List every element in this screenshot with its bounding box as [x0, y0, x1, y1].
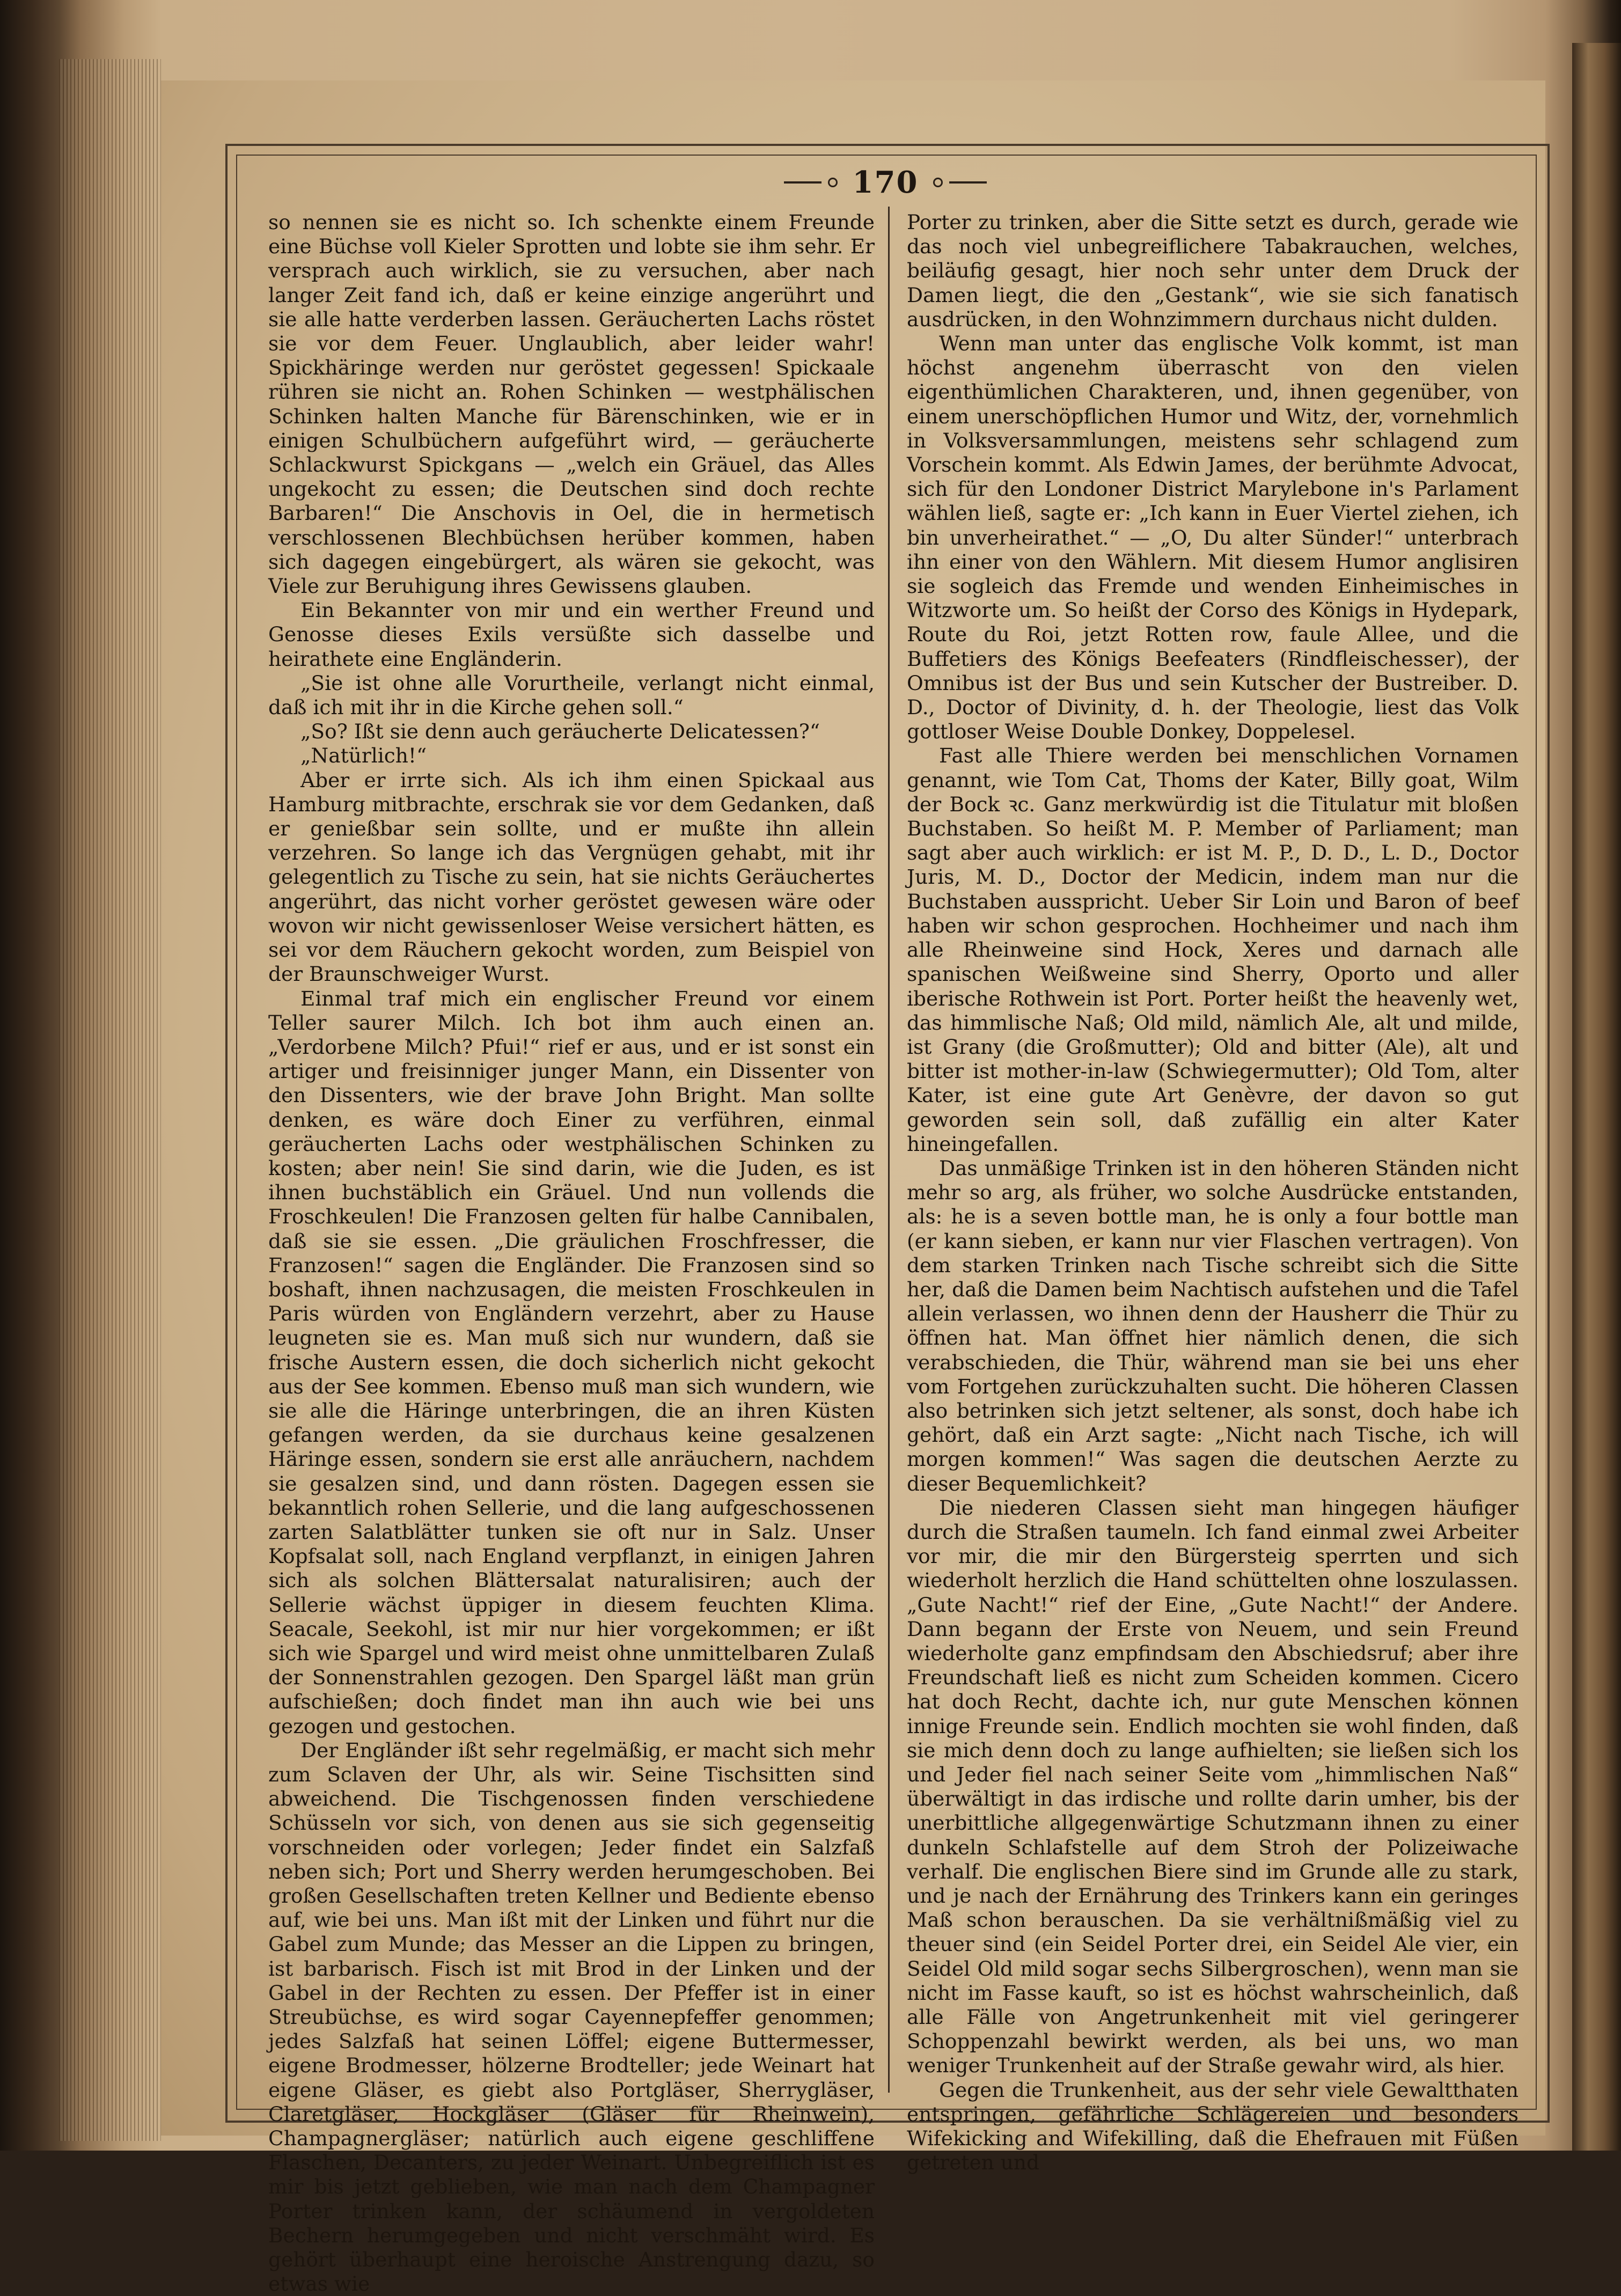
page-header [236, 161, 1535, 204]
paragraph: Wenn man unter das englische Volk kommt, ist man höchst angenehm überrascht von den vielen eigenthümlichen Charakteren, und, ihnen gegenüber, von einem unerschöpflichen Humor und Witz, der, vornehmlich in Volksversammlungen, meistens sehr schlagend zum Vorschein kommt. Als Edwin James, der berühmte Advocat, sich für den Londoner District Marylebone in's Parlament wählen ließ, sagte er: „Ich kann in Euer Viertel ziehen, ich bin unverheirathet.“ — „O, Du alter Sünder!“ unterbrach ihn einer von den Wählern. Mit diesem Humor anglisiren sie sogleich das Fremde und wenden Einheimisches in Witzworte um. So heißt der Corso des Königs in Hydepark, Route du Roi, jetzt Rotten row, faule Allee, und die Buffetiers des Königs Beefeaters (Rindfleischesser), der Omnibus ist der Bus und sein Kutscher der Bustreiber. D. D., Doctor of Divinity, d. h. der Theologie, liest das Volk gottloser Weise Double Donkey, Doppelesel. [907, 332, 1519, 744]
paragraph: Einmal traf mich ein englischer Freund vor einem Teller saurer Milch. Ich bot ihm auch einen an. „Verdorbene Milch? Pfui!“ rief er aus, und er ist sonst ein artiger und freisinniger junger Mann, ein Dissenter von den Dissenters, wie der brave John Bright. Man sollte denken, es wäre doch Einer zu verführen, einmal geräucherten Lachs oder westphälischen Schinken zu kosten; aber nein! Sie sind darin, wie die Juden, es ist ihnen buchstäblich ein Gräuel. Und nun vollends die Froschkeulen! Die Franzosen gelten für halbe Cannibalen, daß sie sie essen. „Die gräulichen Froschfresser, die Franzosen!“ sagen die Engländer. Die Franzosen sind so boshaft, ihnen nachzusagen, die meisten Froschkeulen in Paris würden von Engländern verzehrt, aber zu Hause leugneten sie es. Man muß sich nur wundern, daß sie frische Austern essen, die doch sicherlich nicht gekocht aus der See kommen. Ebenso muß man sich wundern, wie sie alle die Häringe unterbringen, die an ihren Küsten gefangen werden, da sie durchaus keine gesalzenen Häringe essen, sondern sie erst alle anräuchern, nachdem sie gesalzen sind, und dann rösten. Dagegen essen sie bekanntlich rohen Sellerie, und die lang aufgeschossenen zarten Salatblätter tunken sie oft nur in Salz. Unser Kopfsalat soll, nach England verpflanzt, in einigen Jahren sich als solchen Blättersalat naturalisiren; auch der Sellerie wächst üppiger in diesem feuchten Klima. Seacale, Seekohl, ist mir nur hier vorgekommen; er ißt sich wie Spargel und wird meist ohne unmittelbaren Zulaß der Sonnenstrahlen gezogen. Den Spargel läßt man grün aufschießen; doch findet man ihn auch wie bei uns gezogen und gestochen. [268, 986, 875, 1738]
paragraph: Der Engländer ißt sehr regelmäßig, er macht sich mehr zum Sclaven der Uhr, als wir. Seine Tischsitten sind abweichend. Die Tischgenossen finden verschiedene Schüsseln vor sich, von denen aus sie sich gegenseitig vorschneiden oder vorlegen; Jeder findet ein Salzfaß neben sich; Port und Sherry werden herumgeschoben. Bei großen Gesellschaften treten Kellner und Bediente ebenso auf, wie bei uns. Man ißt mit der Linken und führt nur die Gabel zum Munde; das Messer an die Lippen zu bringen, ist barbarisch. Fisch ist mit Brod in der Linken und der Gabel in der Rechten zu essen. Der Pfeffer ist in einer Streubüchse, es wird sogar Cayennepfeffer genommen; jedes Salzfaß hat seinen Löffel; eigene Buttermesser, eigene Brodmesser, hölzerne Brodteller; jede Weinart hat eigene Gläser, es giebt also Portgläser, Sherrygläser, Claretgläser, Hockgläser (Gläser für Rheinwein), Champagnergläser; natürlich auch eigene geschliffene Flaschen, Decanters, zu jeder Weinart. Unbegreiflich ist es mir bis jetzt geblieben, wie man nach dem Champagner Porter trinken kann, der schäumend in vergoldeten Bechern herumgegeben und nicht verschmäht wird. Es gehört überhaupt eine heroische Anstrengung dazu, so etwas wie [268, 1738, 875, 2296]
paragraph: Gegen die Trunkenheit, aus der sehr viele Gewaltthaten entspringen, gefährliche Schlägereien und besonders Wifekicking and Wifekilling, daß die Ehefrauen mit Füßen getreten und [907, 2078, 1519, 2175]
paragraph: „So? Ißt sie denn auch geräucherte Delicatessen?“ [300, 720, 820, 744]
paragraph: Das unmäßige Trinken ist in den höheren Ständen nicht mehr so arg, als früher, wo solche Ausdrücke entstanden, als: he is a seven bottle man, he is only a four bottle man (er kann sieben, er kann nur vier Flaschen vertragen). Von dem starken Trinken nach Tische schreibt sich die Sitte her, daß die Damen beim Nachtisch aufstehen und die Tafel allein verlassen, wo ihnen denn der Hausherr die Thür zu öffnen hat. Man öffnet hier nämlich denen, die sich verabschieden, die Thür, während man sie bei uns eher vom Fortgehen zurückzuhalten sucht. Die höheren Classen also betrinken sich jetzt seltener, als sonst, doch habe ich gehört, daß ein Arzt sagte: „Nicht nach Tische, ich will morgen kommen!“ Was sagen die deutschen Aerzte zu dieser Bequemlichkeit? [907, 1156, 1519, 1495]
header-ornament-right [933, 178, 943, 187]
paragraph: Porter zu trinken, aber die Sitte setzt es durch, gerade wie das noch viel unbegreiflichere Tabakrauchen, welches, beiläufig gesagt, hier noch sehr unter dem Druck der Damen liegt, die den „Gestank“, wie sie sich fanatisch ausdrücken, in den Wohnzimmern durchaus nicht dulden. [907, 210, 1519, 331]
paragraph: Ein Bekannter von mir und ein werther Freund und Genosse dieses Exils versüßte sich dasselbe und heirathete eine Engländerin. [268, 598, 875, 671]
paragraph: „Natürlich!“ [300, 744, 427, 768]
paragraph: Fast alle Thiere werden bei menschlichen Vornamen genannt, wie Tom Cat, Thoms der Kater, Billy goat, Wilm der Bock ꝛc. Ganz merkwürdig ist die Titulatur mit bloßen Buchstaben. So heißt M. P. Member of Parliament; man sagt aber auch wirklich: er ist M. P., D. D., L. D., Doctor Juris, M. D., Doctor der Medicin, indem man nur die Buchstaben ausspricht. Ueber Sir Loin und Baron of beef haben wir schon gesprochen. Hochheimer und nach ihm alle Rheinweine sind Hock, Xeres und darnach alle spanischen Weißweine sind Sherry, Oporto und aller iberische Rothwein ist Port. Porter heißt the heavenly wet, das himmlische Naß; Old mild, nämlich Ale, alt und milde, ist Grany (die Großmutter); Old and bitter (Ale), alt und bitter ist mother-in-law (Schwiegermutter); Old Tom, alter Kater, ist eine gute Art Genèvre, der davon so gut geworden sein soll, daß zufällig ein alter Kater hineingefallen. [907, 744, 1519, 1156]
page-number: 170 [852, 165, 919, 200]
paragraph: „Sie ist ohne alle Vorurtheile, verlangt nicht einmal, daß ich mit ihr in die Kirche gehen soll.“ [268, 671, 875, 720]
header-rule-right [949, 181, 987, 184]
left-column [268, 210, 875, 2296]
paragraph: Die niederen Classen sieht man hingegen häufiger durch die Straßen taumeln. Ich fand einmal zwei Arbeiter vor mir, die mir den Bürgersteig sperrten und sich wiederholt herzlich die Hand schüttelten ohne loszulassen. „Gute Nacht!“ rief der Eine, „Gute Nacht!“ der Andere. Dann begann der Erste von Neuem, und sein Freund wiederholte ganz empfindsam den Abschiedsruf; aber ihre Freundschaft ließ es nicht zum Scheiden kommen. Cicero hat doch Recht, dachte ich, nur gute Menschen können innige Freunde sein. Endlich mochten sie wohl finden, daß sie mich denn doch zu lange aufhielten; sie ließen sich los und Jeder fiel nach seiner Seite vom „himmlischen Naß“ überwältigt in das irdische und rollte darin umher, bis der unerbittliche allgegenwärtige Schutzmann ihnen zu einer dunkeln Schlafstelle auf dem Stroh der Polizeiwache verhalf. Die englischen Biere sind im Grunde alle zu stark, und je nach der Ernährung des Trinkers kann ein geringes Maß schon berauschen. Da sie verhältnißmäßig viel zu theuer sind (ein Seidel Porter drei, ein Seidel Ale vier, ein Seidel Old mild sogar sechs Silbergroschen), wenn man sie nicht im Fasse kauft, so ist es höchst wahrscheinlich, daß alle Fälle von Angetrunkenheit mit viel geringerer Schoppenzahl bewirkt werden, als bei uns, wo man weniger Trunkenheit auf der Straße gewahr wird, als hier. [907, 1495, 1519, 2078]
paragraph: so nennen sie es nicht so. Ich schenkte einem Freunde eine Büchse voll Kieler Sprotten und lobte sie ihm sehr. Er versprach auch wirklich, sie zu versuchen, aber nach langer Zeit fand ich, daß er keine einzige angerührt und sie alle hatte verderben lassen. Geräucherten Lachs röstet sie vor dem Feuer. Unglaublich, aber leider wahr! Spickhäringe werden nur geröstet gegessen! Spickaale rühren sie nicht an. Rohen Schinken — westphälischen Schinken halten Manche für Bärenschinken, wie er in einigen Schulbüchern aufgeführt wird, — geräucherte Schlackwurst Spickgans — „welch ein Gräuel, das Alles ungekocht zu essen; die Deutschen sind doch rechte Barbaren!“ Die Anschovis in Oel, die in hermetisch verschlossenen Blechbüchsen herüber kommen, haben sich dagegen eingebürgert, als wären sie gekocht, was Viele zur Beruhigung ihres Gewissens glauben. [268, 210, 875, 598]
header-ornament-left [828, 178, 838, 187]
right-column [907, 210, 1519, 2175]
paragraph: Aber er irrte sich. Als ich ihm einen Spickaal aus Hamburg mitbrachte, erschrak sie vor dem Gedanken, daß er genießbar sein sollte, und er mußte ihn allein verzehren. So lange ich das Vergnügen gehabt, mit ihr gelegentlich zu Tische zu sein, hat sie nichts Geräuchertes angerührt, das nicht vorher geröstet gewesen wäre oder wovon wir nicht gewissenloser Weise versichert hätten, es sei vor dem Räuchern gekocht worden, zum Beispiel von der Braunschweiger Wurst. [268, 768, 875, 986]
facing-page-edge [1572, 43, 1621, 2151]
header-rule-left [784, 181, 821, 184]
page-edges [59, 59, 161, 2141]
column-divider [888, 207, 890, 2093]
